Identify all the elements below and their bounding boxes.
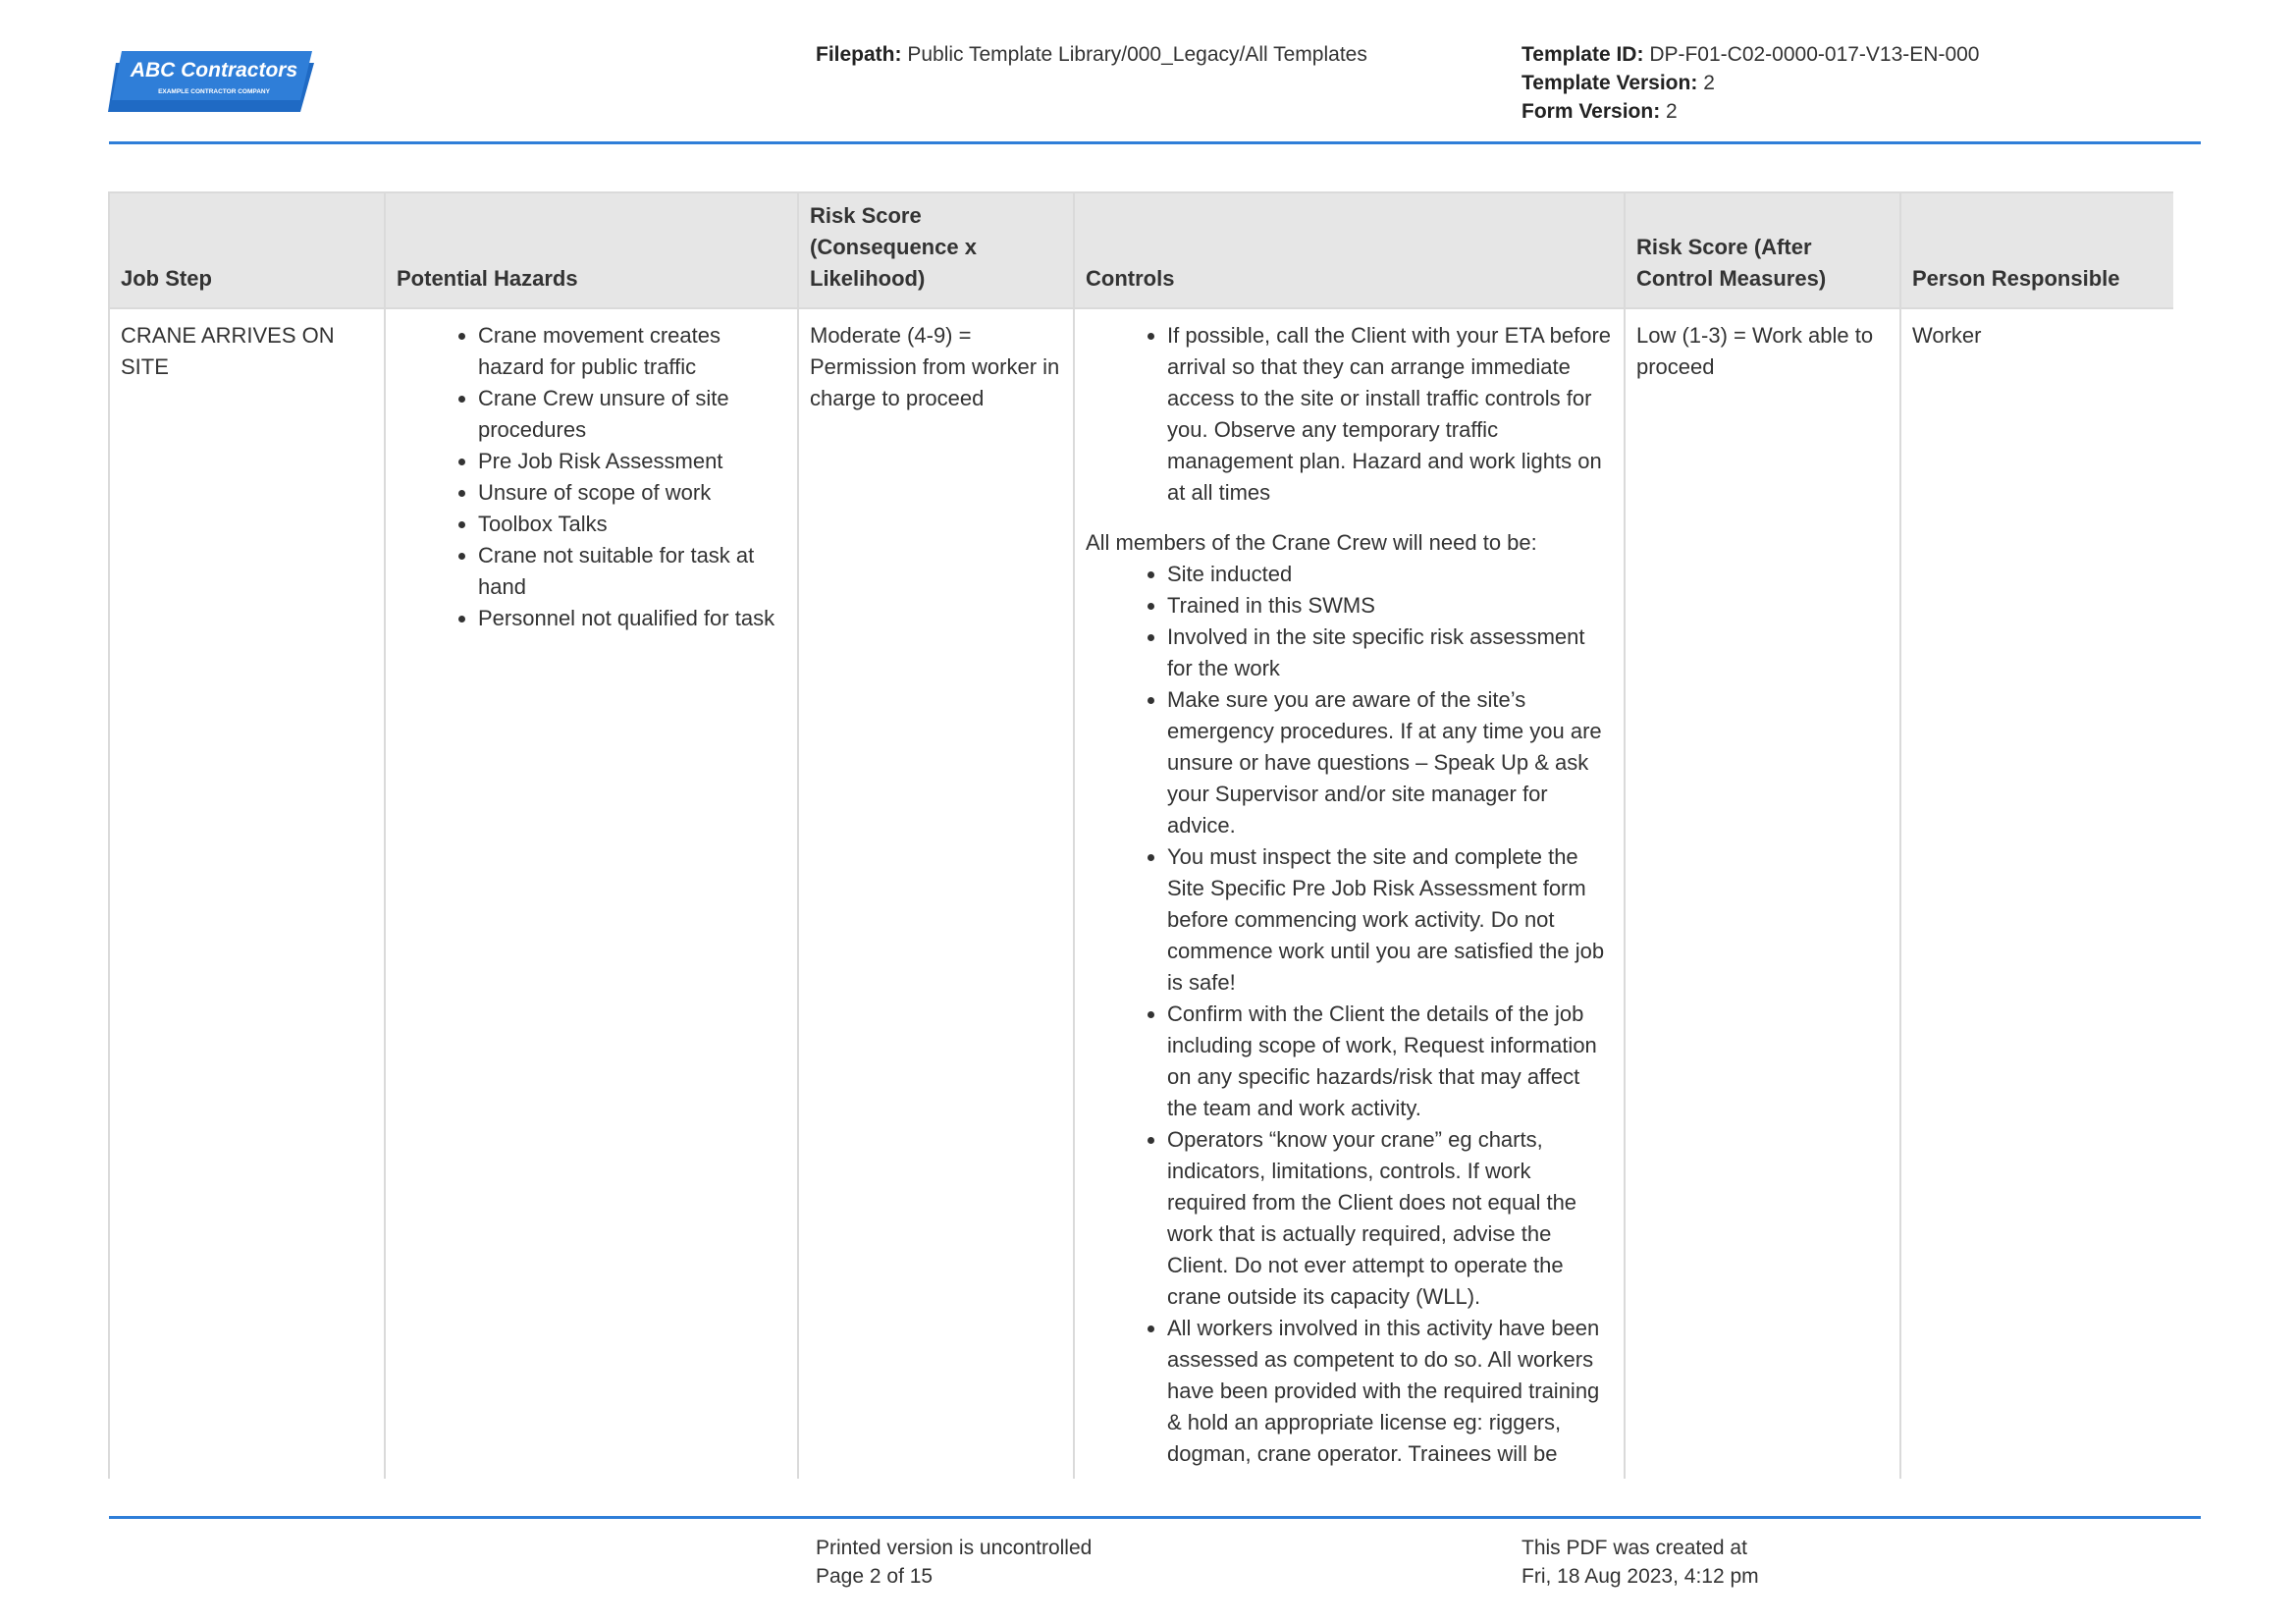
list-item: • Involved in the site specific risk assessment for the work: [1167, 622, 1613, 684]
controls-first-list: [1086, 320, 1613, 509]
table-row: [109, 308, 2173, 1479]
cell-hazards: [385, 308, 798, 1479]
col-risk-score-after: Risk Score (After Control Measures): [1625, 192, 1900, 308]
list-item: • Crane movement creates hazard for public traffic: [478, 320, 786, 383]
list-item: • Make sure you are aware of the site’s emergency procedures. If at any time you are unsure or have questions – Speak Up & ask your Supervisor and/or site manager for advice.: [1167, 684, 1613, 841]
filepath: [816, 40, 1367, 70]
form-version-label: Form Version:: [1522, 100, 1661, 123]
controls-intro: All members of the Crane Crew will need to be:: [1086, 530, 1537, 555]
list-item: • Crane Crew unsure of site procedures: [478, 383, 786, 446]
created-label: This PDF was created at: [1522, 1537, 1747, 1559]
logo-tagline: EXAMPLE CONTRACTOR COMPANY: [158, 88, 270, 95]
list-item: • Personnel not qualified for task: [478, 603, 786, 634]
footer-created: [1522, 1534, 1759, 1591]
risk-table-container: [108, 191, 2173, 1479]
list-item: • Crane not suitable for task at hand: [478, 540, 786, 603]
form-version-value: 2: [1666, 100, 1678, 123]
col-controls: Controls: [1074, 192, 1625, 308]
template-meta: [1522, 40, 1979, 126]
cell-risk-score: Moderate (4-9) = Permission from worker in charge to proceed: [798, 308, 1074, 1479]
cell-person-responsible: Worker: [1900, 308, 2173, 1479]
template-version-value: 2: [1703, 72, 1715, 94]
controls-list: [1086, 559, 1613, 1470]
col-job-step: Job Step: [109, 192, 385, 308]
risk-assessment-table: [108, 191, 2173, 1479]
uncontrolled-notice: Printed version is uncontrolled: [816, 1537, 1093, 1559]
list-item: • Unsure of scope of work: [478, 477, 786, 509]
list-item: • Trained in this SWMS: [1167, 590, 1613, 622]
list-item: • If possible, call the Client with your ETA before arrival so that they can arrange immediate access to the site or install traffic controls for you. Observe any temporary traffic management plan. Hazard and work lights on at all times: [1167, 320, 1613, 509]
template-id-value: DP-F01-C02-0000-017-V13-EN-000: [1649, 43, 1980, 66]
created-timestamp: Fri, 18 Aug 2023, 4:12 pm: [1522, 1565, 1759, 1588]
cell-risk-score-after: Low (1-3) = Work able to proceed: [1625, 308, 1900, 1479]
template-id-label: Template ID:: [1522, 43, 1644, 66]
footer-divider: [109, 1516, 2201, 1519]
template-version-label: Template Version:: [1522, 72, 1698, 94]
col-potential-hazards: Potential Hazards: [385, 192, 798, 308]
filepath-value: Public Template Library/000_Legacy/All Templates: [907, 43, 1367, 66]
list-item: • Toolbox Talks: [478, 509, 786, 540]
list-item: • Pre Job Risk Assessment: [478, 446, 786, 477]
col-risk-score: Risk Score (Consequence x Likelihood): [798, 192, 1074, 308]
filepath-label: Filepath:: [816, 43, 902, 66]
list-item: • Operators “know your crane” eg charts, indicators, limitations, controls. If work required from the Client does not equal the work that is actually required, advise the Client. Do not ever attempt to operate the crane outside its capacity (WLL).: [1167, 1124, 1613, 1313]
logo-name: ABC Contractors: [130, 59, 298, 81]
page-number: Page 2 of 15: [816, 1565, 934, 1588]
list-item: • Confirm with the Client the details of the job including scope of work, Request information on any specific hazards/risk that may affect the team and work activity.: [1167, 999, 1613, 1124]
list-item: • You must inspect the site and complete the Site Specific Pre Job Risk Assessment form before commencing work activity. Do not commence work until you are satisfied the job is safe!: [1167, 841, 1613, 999]
table-header-row: [109, 192, 2173, 308]
list-item: • Site inducted: [1167, 559, 1613, 590]
cell-controls: [1074, 308, 1625, 1479]
footer-status: [816, 1534, 1092, 1591]
col-person-responsible: Person Responsible: [1900, 192, 2173, 308]
hazards-list: [397, 320, 786, 634]
list-item: • All workers involved in this activity have been assessed as competent to do so. All workers have been provided with the required training & hold an appropriate license eg: riggers, dogman, crane operator. Trainees will be: [1167, 1313, 1613, 1470]
company-logo: [108, 51, 319, 112]
cell-job-step: CRANE ARRIVES ON SITE: [109, 308, 385, 1479]
header-divider: [109, 141, 2201, 144]
